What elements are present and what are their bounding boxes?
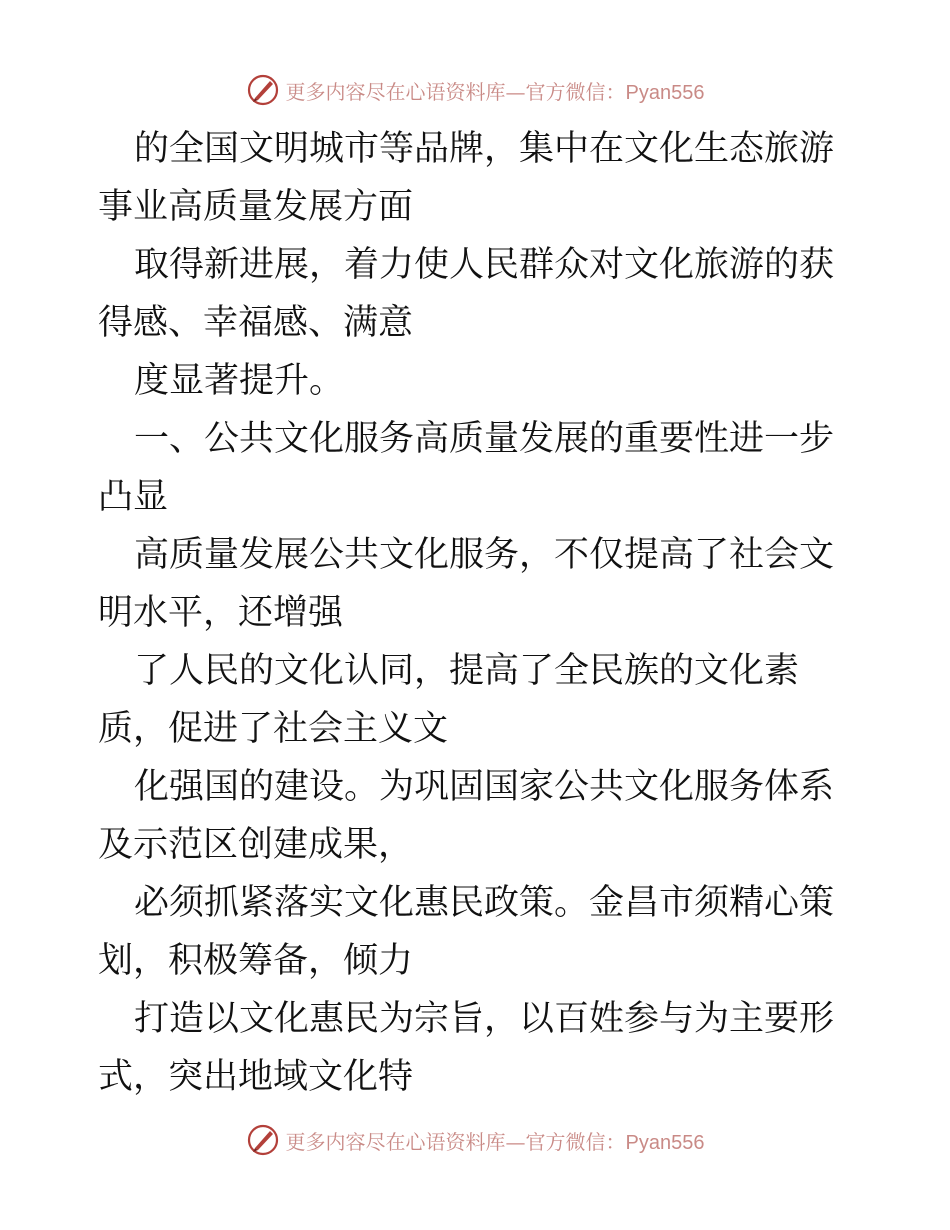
paragraph: 了人民的文化认同，提高了全民族的文化素质，促进了社会主义文 bbox=[98, 651, 800, 749]
paragraph: 高质量发展公共文化服务，不仅提高了社会文明水平，还增强 bbox=[98, 535, 835, 633]
paragraph: 化强国的建设。为巩固国家公共文化服务体系及示范区创建成果， bbox=[98, 767, 835, 865]
watermark-text: 更多内容尽在心语资料库—官方微信：Pyan556 bbox=[285, 1129, 705, 1154]
footer-watermark bbox=[0, 1120, 950, 1160]
watermark-text: 更多内容尽在心语资料库—官方微信：Pyan556 bbox=[285, 79, 705, 104]
paragraph: 打造以文化惠民为宗旨，以百姓参与为主要形式，突出地域文化特 bbox=[98, 999, 835, 1097]
watermark-wechat-id: Pyan556 bbox=[625, 81, 705, 104]
paragraph: 必须抓紧落实文化惠民政策。金昌市须精心策划，积极筹备，倾力 bbox=[98, 883, 835, 981]
quill-pen-circle-icon bbox=[246, 73, 280, 107]
paragraph: 的全国文明城市等品牌，集中在文化生态旅游事业高质量发展方面 bbox=[98, 129, 835, 227]
section-heading: 一、公共文化服务高质量发展的重要性进一步凸显 bbox=[98, 419, 835, 517]
paragraph: 度显著提升。 bbox=[134, 361, 345, 401]
document-body bbox=[98, 120, 858, 1106]
quill-pen-circle-icon bbox=[246, 1123, 280, 1157]
watermark-wechat-id: Pyan556 bbox=[625, 1131, 705, 1154]
header-watermark bbox=[0, 70, 950, 110]
paragraph: 取得新进展，着力使人民群众对文化旅游的获得感、幸福感、满意 bbox=[98, 245, 835, 343]
